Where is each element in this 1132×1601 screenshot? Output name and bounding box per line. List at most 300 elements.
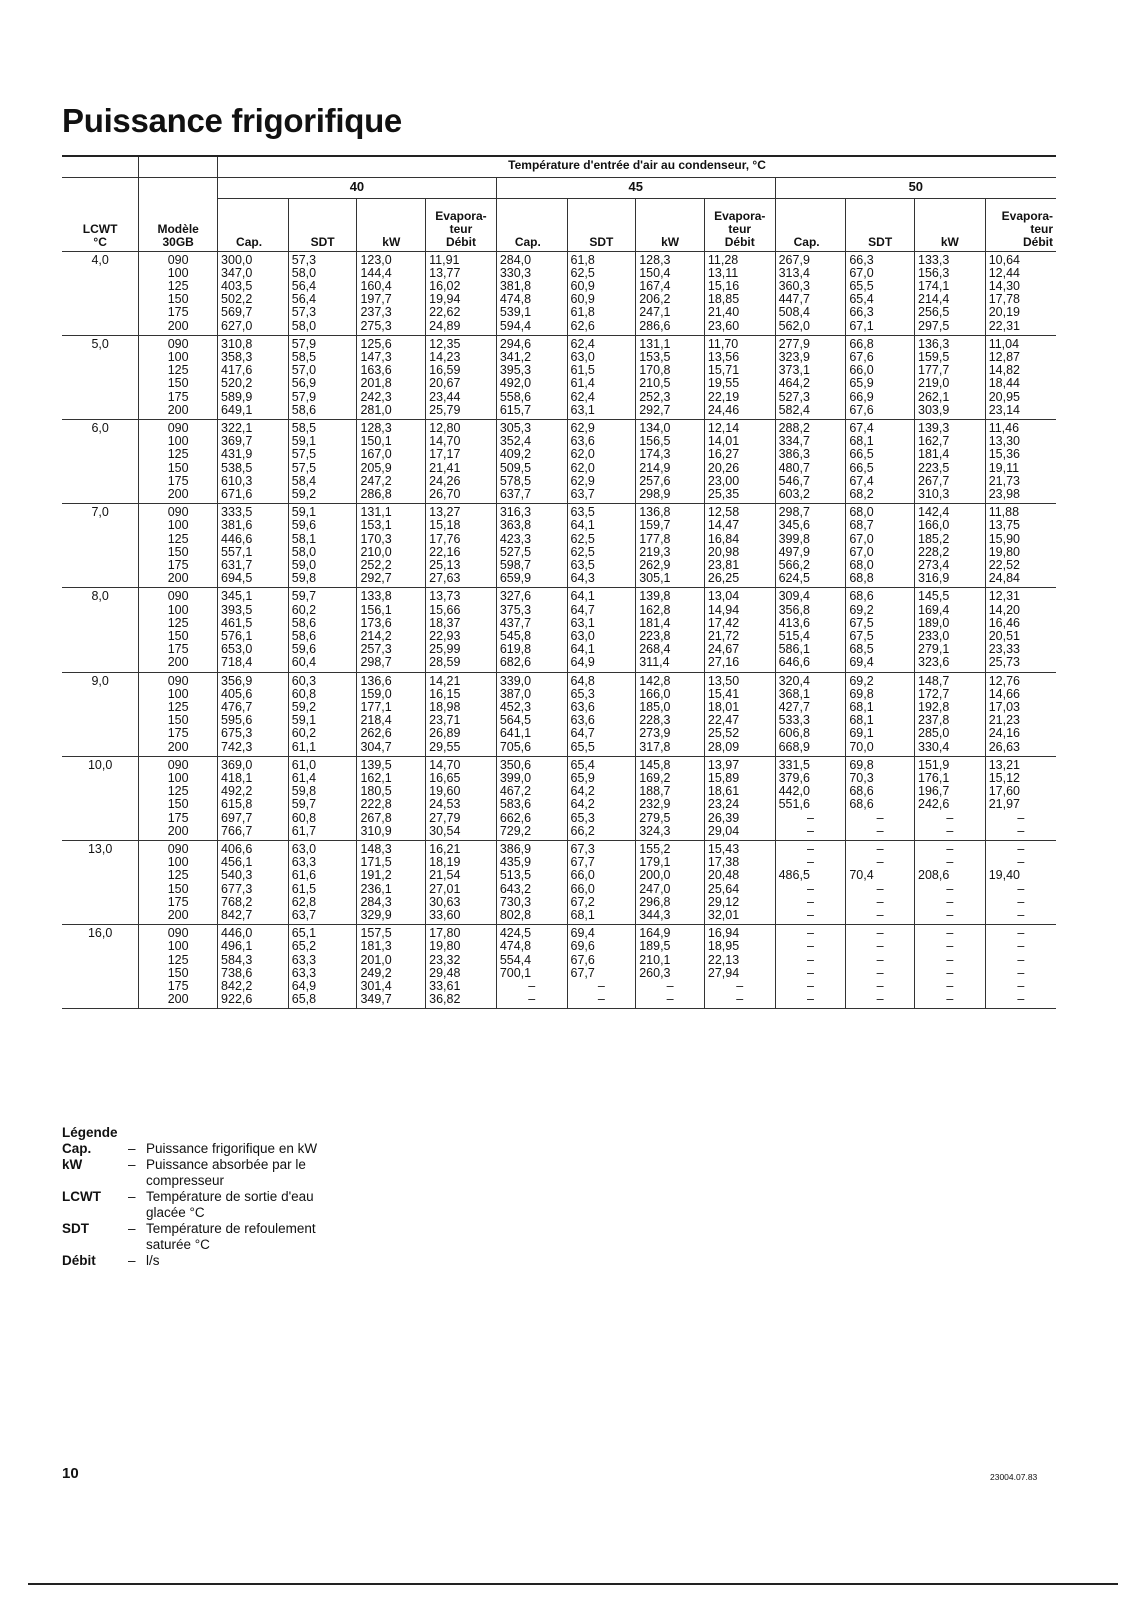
model-cell: 150 [139,883,218,896]
value-cell: 189,0 [915,617,986,630]
value-cell: 133,8 [357,588,426,604]
value-cell: 58,0 [288,546,357,559]
value-cell: 27,16 [704,656,775,672]
value-cell: 167,0 [357,448,426,461]
value-cell: 21,73 [985,475,1056,488]
value-cell: 61,8 [567,251,636,267]
legend-dash: – [128,1189,136,1204]
value-cell: 61,7 [288,825,357,841]
value-cell: – [775,980,846,993]
kw-header: kW [915,199,986,252]
legend-key: Cap. [62,1141,92,1156]
value-cell: 134,0 [636,419,705,435]
value-cell: 14,70 [426,756,497,772]
value-cell: 26,89 [426,727,497,740]
model-cell: 150 [139,293,218,306]
model-cell: 175 [139,896,218,909]
value-cell: 18,19 [426,856,497,869]
value-cell: 59,2 [288,701,357,714]
value-cell: 172,7 [915,688,986,701]
value-cell: 15,90 [985,533,1056,546]
model-cell: 100 [139,688,218,701]
value-cell: 67,6 [846,351,915,364]
value-cell: 358,3 [218,351,289,364]
table-row [62,475,1056,488]
value-cell: 66,0 [567,883,636,896]
value-cell: 151,9 [915,756,986,772]
kw-header: kW [357,199,426,252]
value-cell: 27,63 [426,572,497,588]
cap-header: Cap. [775,199,846,252]
table-row [62,572,1056,588]
value-cell: 60,9 [567,293,636,306]
value-cell: 247,0 [636,883,705,896]
value-cell: 210,5 [636,377,705,390]
value-cell: – [775,940,846,953]
value-cell: 69,4 [567,925,636,941]
value-cell: 766,7 [218,825,289,841]
value-cell: 292,7 [357,572,426,588]
value-cell: – [775,896,846,909]
value-cell: 201,8 [357,377,426,390]
value-cell: 192,8 [915,701,986,714]
value-cell: 28,09 [704,741,775,757]
value-cell: 381,8 [496,280,567,293]
value-cell: 136,3 [915,335,986,351]
value-cell: 133,3 [915,251,986,267]
value-cell: 349,7 [357,993,426,1009]
value-cell: 21,40 [704,306,775,319]
value-cell: 20,19 [985,306,1056,319]
lcwt-block [62,588,1056,672]
value-cell: 17,17 [426,448,497,461]
value-cell: 128,3 [636,251,705,267]
value-cell: 57,3 [288,251,357,267]
value-cell: 17,38 [704,856,775,869]
value-cell: 252,2 [357,559,426,572]
model-cell: 175 [139,391,218,404]
value-cell: – [775,856,846,869]
value-cell: 19,80 [426,940,497,953]
value-cell: 17,76 [426,533,497,546]
value-cell: 189,5 [636,940,705,953]
value-cell: 65,5 [846,280,915,293]
value-cell: 508,4 [775,306,846,319]
legend-item [62,1189,336,1221]
table-row [62,954,1056,967]
table-row [62,533,1056,546]
value-cell: 156,1 [357,604,426,617]
value-cell: – [985,812,1056,825]
value-cell: 527,3 [775,391,846,404]
value-cell: – [846,909,915,925]
table-row [62,785,1056,798]
table-row [62,504,1056,520]
table-row [62,909,1056,925]
value-cell: 164,9 [636,925,705,941]
value-cell: 546,7 [775,475,846,488]
value-cell: 60,8 [288,688,357,701]
table-row [62,377,1056,390]
table-row [62,856,1056,869]
value-cell: 67,4 [846,419,915,435]
value-cell: 437,7 [496,617,567,630]
value-cell: 57,5 [288,448,357,461]
value-cell: 539,1 [496,306,567,319]
value-cell: 166,0 [915,519,986,532]
value-cell: 26,63 [985,741,1056,757]
value-cell: – [636,980,705,993]
value-cell: 61,4 [567,377,636,390]
value-cell: 15,71 [704,364,775,377]
model-cell: 100 [139,772,218,785]
value-cell: 61,6 [288,869,357,882]
value-cell: 65,3 [567,688,636,701]
value-cell: 14,20 [985,604,1056,617]
legend-title: Légende [62,1125,118,1140]
value-cell: 27,79 [426,812,497,825]
value-cell: 21,72 [704,630,775,643]
value-cell: 284,3 [357,896,426,909]
value-cell: 57,0 [288,364,357,377]
model-cell: 125 [139,533,218,546]
value-cell: 311,4 [636,656,705,672]
model-cell: 200 [139,741,218,757]
value-cell: 65,8 [288,993,357,1009]
value-cell: 33,60 [426,909,497,925]
legend-description: Puissance frigorifique en kW [146,1141,318,1156]
value-cell: 730,3 [496,896,567,909]
value-cell: 160,4 [357,280,426,293]
value-cell: 242,6 [915,798,986,811]
model-cell: 125 [139,617,218,630]
page-title: Puissance frigorifique [62,102,402,139]
value-cell: 694,5 [218,572,289,588]
model-cell: 090 [139,588,218,604]
value-cell: 150,1 [357,435,426,448]
value-cell: 22,19 [704,391,775,404]
evap-header: Evapora- teur Débit [704,199,775,252]
value-cell: 57,5 [288,462,357,475]
value-cell: – [775,993,846,1009]
model-cell: 125 [139,954,218,967]
value-cell: 136,6 [357,672,426,688]
value-cell: 14,47 [704,519,775,532]
value-cell: 236,1 [357,883,426,896]
value-cell: 12,87 [985,351,1056,364]
value-cell: 63,3 [288,954,357,967]
value-cell: 150,4 [636,267,705,280]
value-cell: – [985,841,1056,857]
value-cell: 13,30 [985,435,1056,448]
value-cell: 65,4 [846,293,915,306]
value-cell: 139,5 [357,756,426,772]
value-cell: 339,0 [496,672,567,688]
value-cell: 742,3 [218,741,289,757]
temp-group-50: 50 [775,178,1056,199]
value-cell: 62,9 [567,419,636,435]
value-cell: 659,9 [496,572,567,588]
value-cell: 275,3 [357,320,426,336]
value-cell: 237,3 [357,306,426,319]
value-cell: 24,53 [426,798,497,811]
model-cell: 100 [139,351,218,364]
value-cell: 300,0 [218,251,289,267]
value-cell: 69,8 [846,688,915,701]
model-cell: 200 [139,993,218,1009]
value-cell: 64,8 [567,672,636,688]
value-cell: 64,3 [567,572,636,588]
value-cell: 64,2 [567,798,636,811]
table-row [62,435,1056,448]
value-cell: 169,4 [915,604,986,617]
value-cell: 14,01 [704,435,775,448]
value-cell: 62,5 [567,267,636,280]
value-cell: 373,1 [775,364,846,377]
value-cell: 842,7 [218,909,289,925]
value-cell: 668,9 [775,741,846,757]
value-cell: 61,8 [567,306,636,319]
value-cell: 627,0 [218,320,289,336]
sdt-header: SDT [567,199,636,252]
model-cell: 200 [139,404,218,420]
model-cell: 150 [139,798,218,811]
lcwt-value: 4,0 [91,252,109,267]
legend-description: Puissance absorbée par le compresseur [146,1157,306,1188]
value-cell: 63,3 [288,967,357,980]
value-cell: 19,94 [426,293,497,306]
value-cell: 273,4 [915,559,986,572]
model-cell: 200 [139,656,218,672]
value-cell: 738,6 [218,967,289,980]
value-cell: 418,1 [218,772,289,785]
value-cell: 196,7 [915,785,986,798]
table-row [62,672,1056,688]
value-cell: 210,1 [636,954,705,967]
value-cell: 62,0 [567,462,636,475]
value-cell: 20,51 [985,630,1056,643]
value-cell: 14,70 [426,435,497,448]
value-cell: 222,8 [357,798,426,811]
value-cell: 619,8 [496,643,567,656]
value-cell: 22,16 [426,546,497,559]
value-cell: 16,46 [985,617,1056,630]
value-cell: 60,2 [288,727,357,740]
value-cell: 59,2 [288,488,357,504]
value-cell: 23,44 [426,391,497,404]
value-cell: 159,0 [357,688,426,701]
value-cell: – [915,856,986,869]
value-cell: 145,8 [636,756,705,772]
value-cell: 58,0 [288,320,357,336]
model-cell: 175 [139,643,218,656]
value-cell: 554,4 [496,954,567,967]
model-cell: 175 [139,559,218,572]
legend-key: kW [62,1157,83,1172]
value-cell: 68,6 [846,798,915,811]
value-cell: 671,6 [218,488,289,504]
table-row [62,462,1056,475]
value-cell: – [985,980,1056,993]
value-cell: 25,99 [426,643,497,656]
value-cell: 320,4 [775,672,846,688]
value-cell: – [915,909,986,925]
value-cell: 62,0 [567,448,636,461]
value-cell: 63,1 [567,617,636,630]
value-cell: 262,6 [357,727,426,740]
value-cell: – [985,967,1056,980]
value-cell: 25,35 [704,488,775,504]
value-cell: 61,5 [567,364,636,377]
value-cell: 67,0 [846,546,915,559]
value-cell: 56,4 [288,293,357,306]
value-cell: 67,4 [846,475,915,488]
value-cell: 285,0 [915,727,986,740]
value-cell: 63,0 [567,351,636,364]
value-cell: 11,28 [704,251,775,267]
value-cell: 69,2 [846,672,915,688]
value-cell: 595,6 [218,714,289,727]
value-cell: 464,2 [775,377,846,390]
model-cell: 175 [139,980,218,993]
value-cell: 64,9 [288,980,357,993]
value-cell: 174,1 [915,280,986,293]
value-cell: 223,8 [636,630,705,643]
value-cell: 62,8 [288,896,357,909]
value-cell: 68,1 [567,909,636,925]
value-cell: 65,2 [288,940,357,953]
value-cell: 29,48 [426,967,497,980]
value-cell: 63,6 [567,714,636,727]
table-row [62,293,1056,306]
model-cell: 125 [139,448,218,461]
value-cell: 169,2 [636,772,705,785]
value-cell: 344,3 [636,909,705,925]
document-reference: 23004.07.83 [990,1472,1038,1482]
value-cell: 205,9 [357,462,426,475]
value-cell: 66,5 [846,462,915,475]
value-cell: – [846,856,915,869]
value-cell: 14,94 [704,604,775,617]
value-cell: 23,32 [426,954,497,967]
value-cell: 13,97 [704,756,775,772]
value-cell: 214,2 [357,630,426,643]
temperature-header: Température d'entrée d'air au condenseur, °C [218,156,1056,178]
value-cell: 279,5 [636,812,705,825]
value-cell: – [985,993,1056,1009]
value-cell: 12,35 [426,335,497,351]
value-cell: 631,7 [218,559,289,572]
value-cell: 18,98 [426,701,497,714]
value-cell: 15,43 [704,841,775,857]
value-cell: 70,3 [846,772,915,785]
model-cell: 200 [139,488,218,504]
legend-dash: – [128,1141,136,1156]
value-cell: – [775,925,846,941]
sdt-header: SDT [846,199,915,252]
value-cell: 65,3 [567,812,636,825]
value-cell: – [775,954,846,967]
value-cell: 474,8 [496,940,567,953]
model-header: Modèle 30GB [139,199,218,252]
value-cell: 406,6 [218,841,289,857]
value-cell: 21,54 [426,869,497,882]
table-row [62,267,1056,280]
value-cell: – [846,812,915,825]
model-cell: 090 [139,925,218,941]
value-cell: 22,93 [426,630,497,643]
value-cell: 59,1 [288,714,357,727]
value-cell: 316,9 [915,572,986,588]
value-cell: 21,97 [985,798,1056,811]
value-cell: 59,7 [288,588,357,604]
value-cell: 589,9 [218,391,289,404]
value-cell: 551,6 [775,798,846,811]
legend-item [62,1221,336,1253]
legend-key: LCWT [62,1189,101,1204]
value-cell: 65,1 [288,925,357,941]
value-cell: 520,2 [218,377,289,390]
value-cell: 492,2 [218,785,289,798]
value-cell: 60,8 [288,812,357,825]
value-cell: 538,5 [218,462,289,475]
value-cell: 23,00 [704,475,775,488]
value-cell: 682,6 [496,656,567,672]
value-cell: 131,1 [636,335,705,351]
value-cell: 11,70 [704,335,775,351]
value-cell: 23,60 [704,320,775,336]
value-cell: 25,52 [704,727,775,740]
value-cell: 305,1 [636,572,705,588]
value-cell: 26,25 [704,572,775,588]
value-cell: 136,8 [636,504,705,520]
value-cell: – [775,812,846,825]
value-cell: – [567,980,636,993]
value-cell: 68,1 [846,435,915,448]
value-cell: 23,81 [704,559,775,572]
value-cell: – [567,993,636,1009]
value-cell: 24,67 [704,643,775,656]
model-cell: 090 [139,251,218,267]
value-cell: 360,3 [775,280,846,293]
value-cell: 317,8 [636,741,705,757]
value-cell: 12,31 [985,588,1056,604]
value-cell: 210,0 [357,546,426,559]
value-cell: 257,6 [636,475,705,488]
value-cell: 68,1 [846,701,915,714]
model-cell: 175 [139,306,218,319]
value-cell: 65,9 [846,377,915,390]
value-cell: 12,76 [985,672,1056,688]
value-cell: 18,85 [704,293,775,306]
value-cell: 147,3 [357,351,426,364]
value-cell: 58,1 [288,533,357,546]
value-cell: – [985,954,1056,967]
value-cell: 12,44 [985,267,1056,280]
table-row [62,756,1056,772]
value-cell: – [846,993,915,1009]
value-cell: 13,56 [704,351,775,364]
value-cell: 23,98 [985,488,1056,504]
value-cell: 15,89 [704,772,775,785]
value-cell: 431,9 [218,448,289,461]
value-cell: 185,2 [915,533,986,546]
table-row [62,798,1056,811]
value-cell: – [915,954,986,967]
value-cell: 562,0 [775,320,846,336]
value-cell: 14,82 [985,364,1056,377]
value-cell: 545,8 [496,630,567,643]
